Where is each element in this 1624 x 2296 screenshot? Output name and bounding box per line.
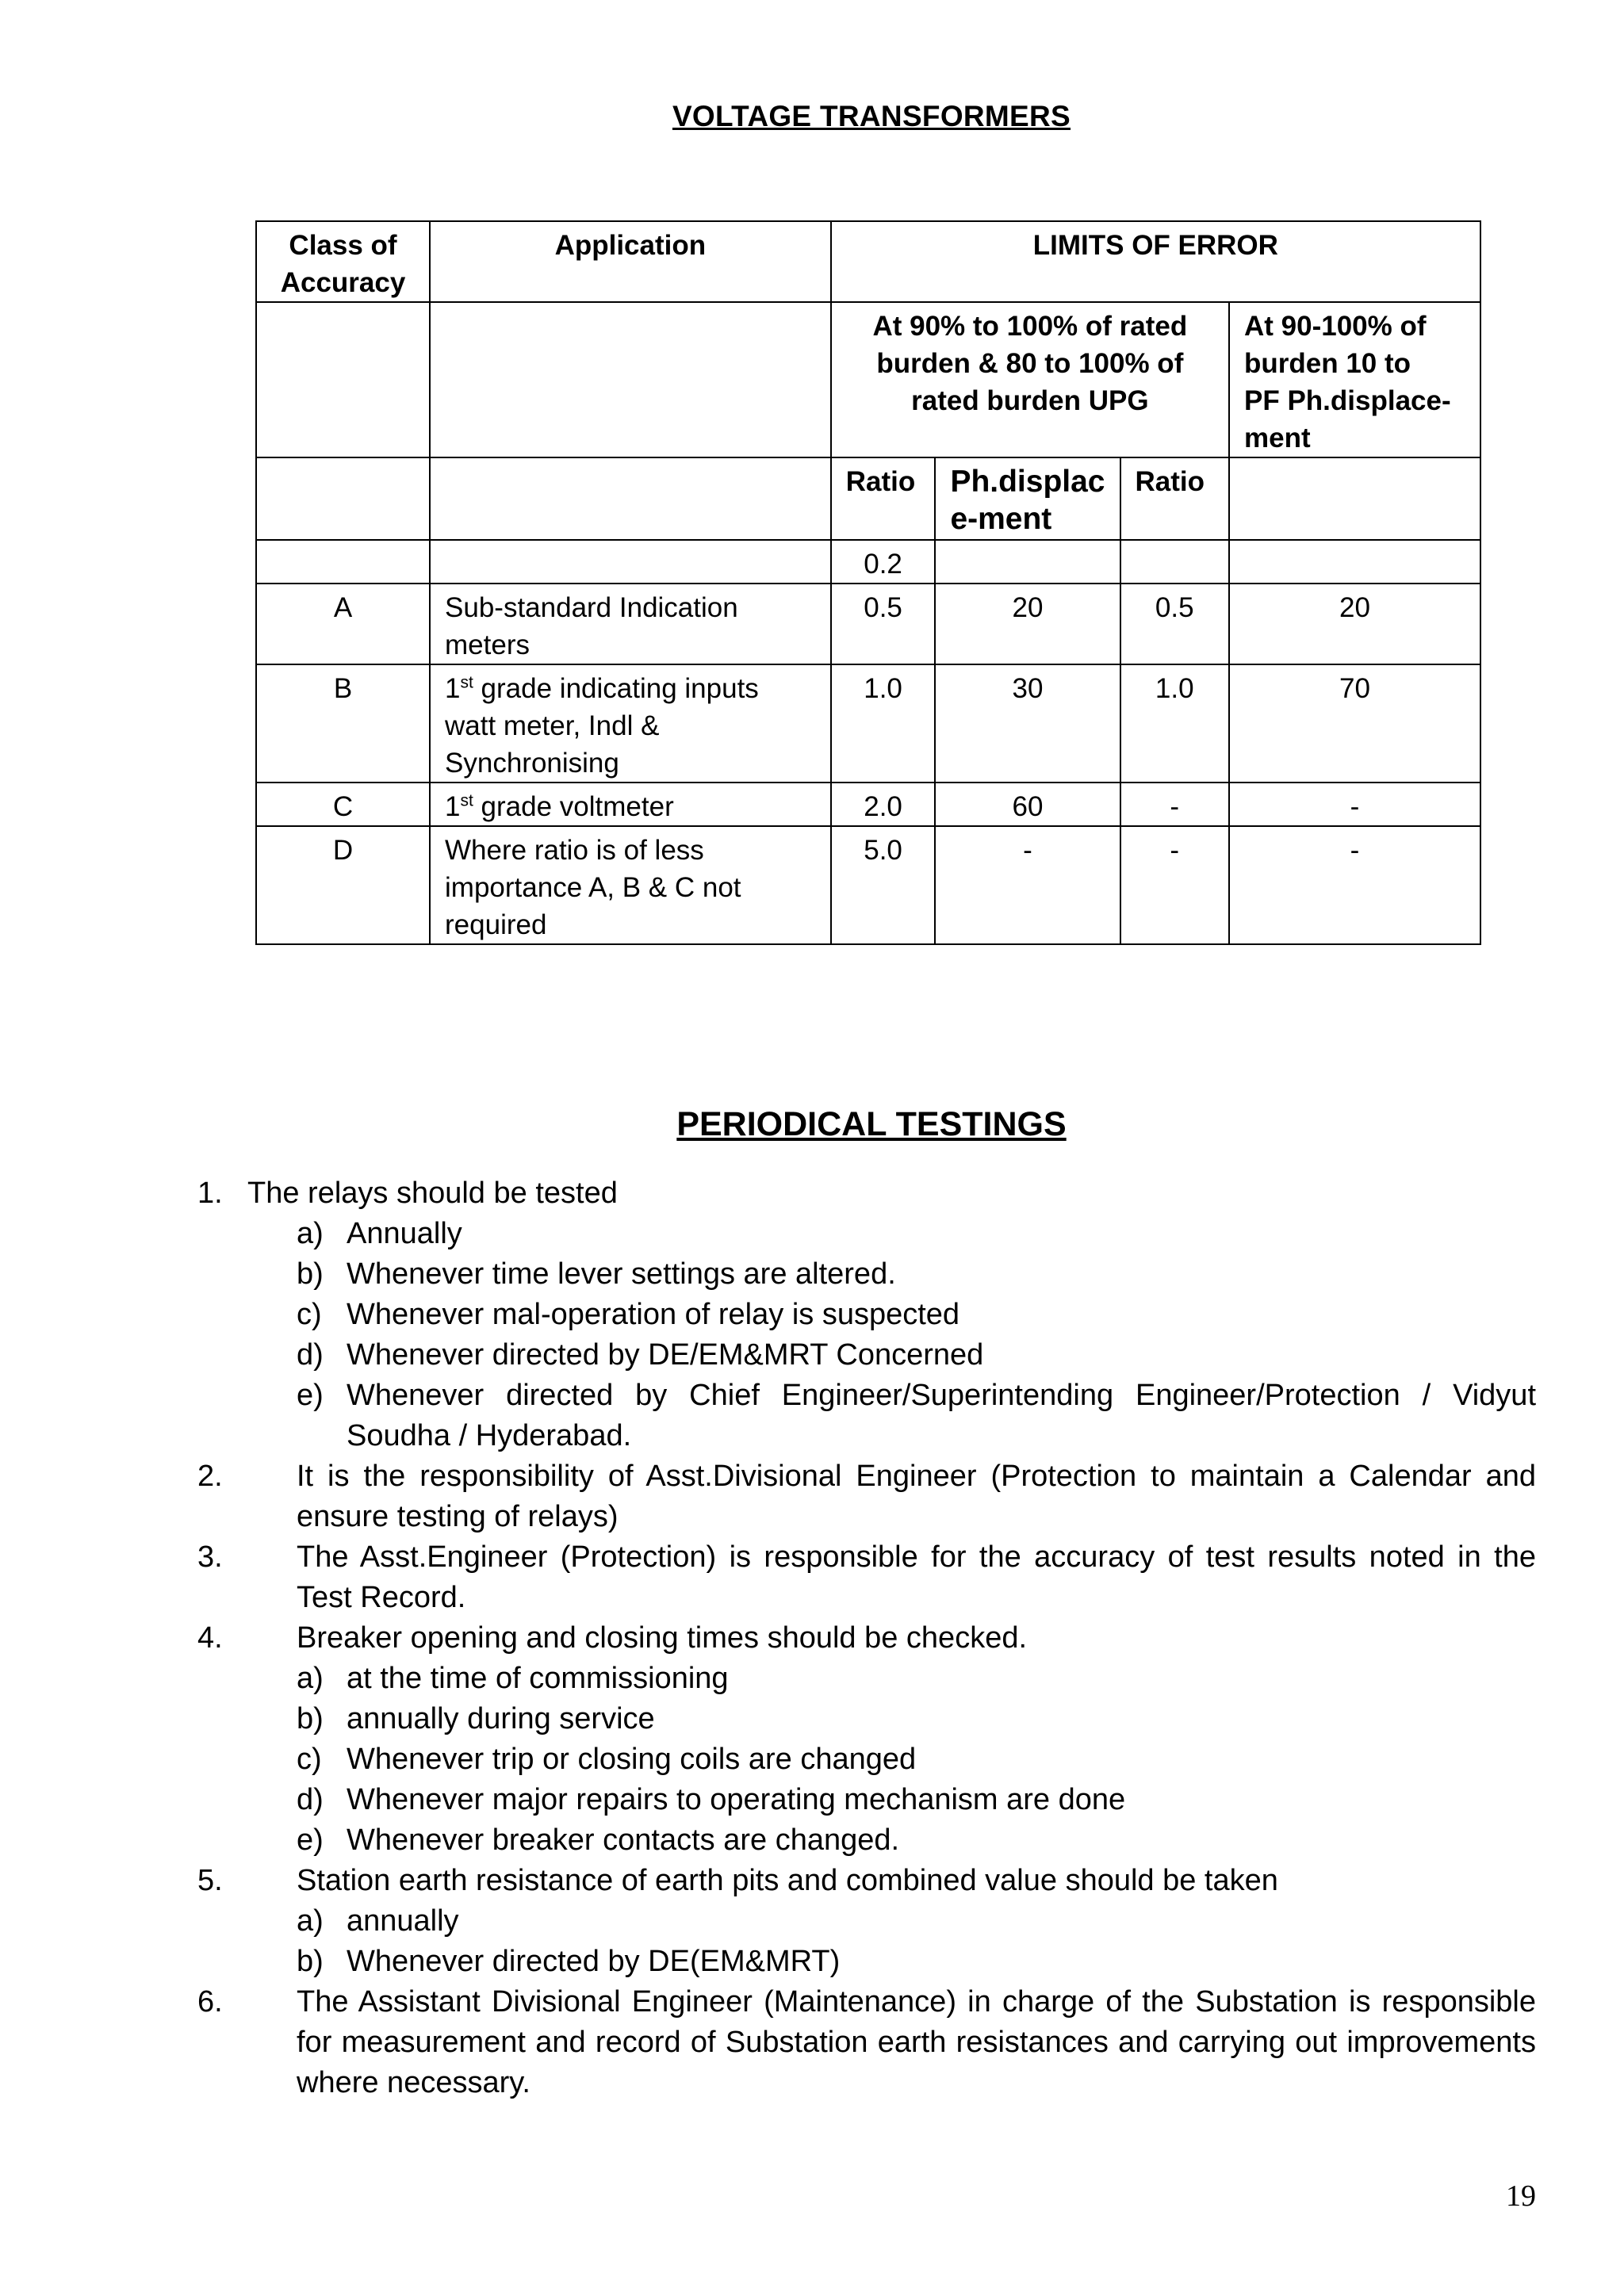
page-title: VOLTAGE TRANSFORMERS — [672, 100, 1071, 132]
page-number: 19 — [1506, 2179, 1536, 2213]
cell-ratio: 0.2 — [831, 540, 936, 584]
cell-phase-displacement: - — [1229, 783, 1480, 826]
header-line: ment — [1244, 423, 1311, 453]
sub-item-letter: d) — [297, 1338, 324, 1372]
table-row — [256, 826, 1480, 944]
table-row — [256, 540, 1480, 584]
sub-item-text: Whenever directed by DE(EM&MRT) — [347, 1945, 841, 1978]
empty-cell — [1120, 540, 1230, 584]
sub-item-letter: e) — [297, 1379, 324, 1412]
cell-phase-displacement: 70 — [1229, 664, 1480, 783]
header-line: PF Ph.displace- — [1244, 385, 1451, 416]
sub-item-letter: c) — [297, 1743, 322, 1776]
cell-application — [430, 664, 831, 783]
header-line: e-ment — [950, 502, 1052, 536]
list-number: 5. — [197, 1864, 223, 1897]
sub-item-text: Whenever trip or closing coils are changed — [347, 1743, 917, 1776]
header-class-of-accuracy: Class of Accuracy — [256, 221, 430, 302]
cell-ratio: 1.0 — [831, 664, 936, 783]
application-text: grade indicating inputs watt meter, Indl & Synchronising — [445, 673, 759, 779]
cell-class: D — [256, 826, 430, 944]
cell-ratio: 2.0 — [831, 783, 936, 826]
voltage-transformer-table — [255, 220, 1481, 945]
ordinal-suffix: st — [460, 791, 473, 810]
list-number: 2. — [197, 1460, 223, 1493]
ordinal-number: 1 — [445, 791, 461, 822]
empty-cell — [430, 457, 831, 540]
sub-item-text: Whenever breaker contacts are changed. — [347, 1823, 900, 1857]
list-item-text-continued: for measurement and record of Substation earth resistances and carrying out improvements — [297, 2026, 1536, 2059]
empty-cell — [256, 302, 430, 457]
sub-item-letter: b) — [297, 1702, 324, 1735]
list-item-text: Station earth resistance of earth pits and combined value should be taken — [297, 1864, 1278, 1897]
cell-phase-displacement: 20 — [935, 584, 1120, 664]
cell-application — [430, 783, 831, 826]
header-line: At 90-100% of — [1244, 311, 1427, 342]
header-line: Ph.displac — [950, 465, 1105, 499]
cell-ratio: 1.0 — [1120, 664, 1230, 783]
sub-item-text: annually — [347, 1904, 459, 1938]
header-line: burden 10 to — [1244, 348, 1411, 379]
header-ratio-2: Ratio — [1120, 457, 1230, 540]
cell-ratio: - — [1120, 783, 1230, 826]
sub-item-letter: a) — [297, 1217, 324, 1250]
sub-item-text: Whenever major repairs to operating mechanism are done — [347, 1783, 1126, 1816]
table-row — [256, 664, 1480, 783]
sub-item-letter: d) — [297, 1783, 324, 1816]
list-item-text: The relays should be tested — [247, 1177, 618, 1210]
cell-ratio: 0.5 — [1120, 584, 1230, 664]
ordinal-suffix: st — [460, 673, 473, 692]
sub-item-text-continued: Soudha / Hyderabad. — [347, 1419, 632, 1452]
list-item-text-continued: Test Record. — [297, 1581, 466, 1614]
cell-class: C — [256, 783, 430, 826]
list-item-text: It is the responsibility of Asst.Divisional Engineer (Protection to maintain a Calendar and — [297, 1460, 1536, 1493]
sub-item-letter: a) — [297, 1662, 324, 1695]
empty-cell — [256, 540, 430, 584]
cell-phase-displacement: 20 — [1229, 584, 1480, 664]
sub-item-letter: e) — [297, 1823, 324, 1857]
empty-cell — [256, 457, 430, 540]
sub-item-text: Whenever time lever settings are altered. — [347, 1257, 896, 1291]
ordinal-number: 1 — [445, 673, 461, 704]
sub-item-letter: a) — [297, 1904, 324, 1938]
header-ratio: Ratio — [831, 457, 936, 540]
cell-class: B — [256, 664, 430, 783]
sub-item-text: Annually — [347, 1217, 462, 1250]
list-item-text: Breaker opening and closing times should be checked. — [297, 1621, 1028, 1655]
list-item-text-continued: ensure testing of relays) — [297, 1500, 619, 1533]
list-number: 1. — [197, 1177, 223, 1210]
cell-class: A — [256, 584, 430, 664]
cell-phase-displacement: 60 — [935, 783, 1120, 826]
table-row — [256, 783, 1480, 826]
cell-application: Sub-standard Indication meters — [430, 584, 831, 664]
sub-item-letter: b) — [297, 1945, 324, 1978]
cell-phase-displacement: 30 — [935, 664, 1120, 783]
sub-item-text: at the time of commissioning — [347, 1662, 729, 1695]
header-application: Application — [430, 221, 831, 302]
sub-item-text: annually during service — [347, 1702, 655, 1735]
application-text: grade voltmeter — [473, 791, 674, 822]
header-burden-ratio-group: At 90% to 100% of rated burden & 80 to 100% of rated burden UPG — [831, 302, 1229, 457]
cell-ratio: - — [1120, 826, 1230, 944]
header-limits-of-error: LIMITS OF ERROR — [831, 221, 1480, 302]
cell-ratio: 5.0 — [831, 826, 936, 944]
empty-cell — [430, 540, 831, 584]
section-title: PERIODICAL TESTINGS — [676, 1105, 1067, 1143]
empty-cell — [935, 540, 1120, 584]
list-item-text: The Asst.Engineer (Protection) is responsible for the accuracy of test results noted in the — [297, 1540, 1536, 1574]
sub-item-text: Whenever directed by DE/EM&MRT Concerned — [347, 1338, 984, 1372]
cell-application: Where ratio is of less importance A, B & C not required — [430, 826, 831, 944]
cell-ratio: 0.5 — [831, 584, 936, 664]
header-burden-phase-group — [1229, 302, 1480, 457]
table-row — [256, 584, 1480, 664]
list-number: 6. — [197, 1985, 223, 2019]
list-number: 3. — [197, 1540, 223, 1574]
cell-phase-displacement: - — [935, 826, 1120, 944]
empty-cell — [430, 302, 831, 457]
empty-cell — [1229, 457, 1480, 540]
cell-phase-displacement: - — [1229, 826, 1480, 944]
list-number: 4. — [197, 1621, 223, 1655]
sub-item-letter: c) — [297, 1298, 322, 1331]
header-phase-displacement — [935, 457, 1120, 540]
list-item-text: The Assistant Divisional Engineer (Maintenance) in charge of the Substation is responsible — [297, 1985, 1536, 2019]
sub-item-letter: b) — [297, 1257, 324, 1291]
table-subheader-row — [256, 302, 1480, 457]
empty-cell — [1229, 540, 1480, 584]
sub-item-text: Whenever mal-operation of relay is suspected — [347, 1298, 960, 1331]
table-header-row — [256, 221, 1480, 302]
sub-item-text: Whenever directed by Chief Engineer/Superintending Engineer/Protection / Vidyut — [347, 1379, 1536, 1412]
table-column-header-row — [256, 457, 1480, 540]
list-item-text-continued: where necessary. — [297, 2066, 530, 2099]
